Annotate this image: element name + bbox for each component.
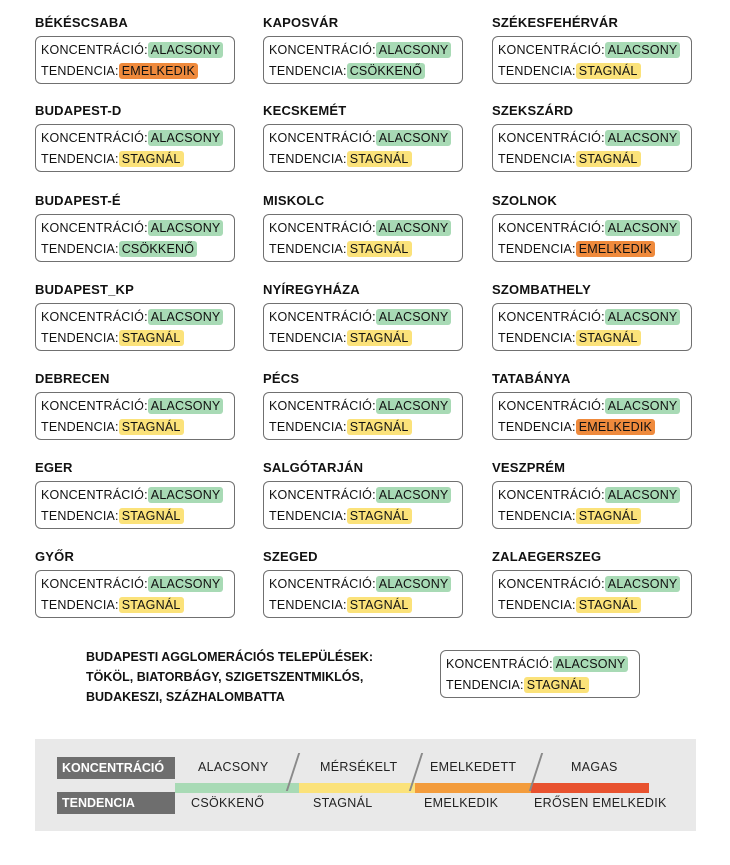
concentration-label: KONCENTRÁCIÓ: [498, 399, 605, 413]
trend-value: STAGNÁL [576, 508, 641, 524]
trend-row [498, 239, 691, 260]
city-card [35, 282, 245, 351]
trend-label: TENDENCIA: [41, 242, 119, 256]
trend-row [498, 328, 691, 349]
concentration-label: KONCENTRÁCIÓ: [498, 221, 605, 235]
concentration-value: ALACSONY [148, 220, 224, 236]
trend-label: TENDENCIA: [269, 242, 347, 256]
concentration-row [498, 396, 691, 417]
trend-value: STAGNÁL [347, 330, 412, 346]
concentration-row [41, 396, 234, 417]
city-card [492, 460, 702, 529]
city-name: PÉCS [263, 371, 300, 386]
concentration-label: KONCENTRÁCIÓ: [269, 221, 376, 235]
trend-row [41, 328, 234, 349]
city-name: BUDAPEST-D [35, 103, 122, 118]
city-card [35, 193, 245, 262]
city-name: GYŐR [35, 549, 75, 564]
trend-value: STAGNÁL [524, 677, 589, 693]
concentration-row [446, 654, 639, 675]
concentration-label: KONCENTRÁCIÓ: [446, 657, 553, 671]
agglomeration-title [86, 647, 426, 707]
city-status-box [263, 124, 463, 172]
trend-row [269, 595, 462, 616]
city-status-box [263, 36, 463, 84]
concentration-label: KONCENTRÁCIÓ: [41, 399, 148, 413]
trend-row [269, 149, 462, 170]
legend-concentration-moderate: MÉRSÉKELT [320, 760, 398, 774]
concentration-label: KONCENTRÁCIÓ: [41, 221, 148, 235]
city-card [263, 371, 473, 440]
trend-value: STAGNÁL [576, 597, 641, 613]
city-name: SZÉKESFEHÉRVÁR [492, 15, 619, 30]
trend-row [41, 506, 234, 527]
trend-row [269, 61, 462, 82]
concentration-label: KONCENTRÁCIÓ: [498, 131, 605, 145]
legend-concentration-low: ALACSONY [198, 760, 269, 774]
concentration-row [269, 574, 462, 595]
trend-row [498, 595, 691, 616]
concentration-label: KONCENTRÁCIÓ: [269, 310, 376, 324]
city-name: KAPOSVÁR [263, 15, 339, 30]
trend-row [269, 239, 462, 260]
trend-label: TENDENCIA: [498, 598, 576, 612]
city-status-box [35, 303, 235, 351]
city-name: SZOMBATHELY [492, 282, 591, 297]
concentration-row [498, 574, 691, 595]
city-name: EGER [35, 460, 73, 475]
trend-value: STAGNÁL [576, 151, 641, 167]
trend-label: TENDENCIA: [41, 152, 119, 166]
concentration-label: KONCENTRÁCIÓ: [41, 577, 148, 591]
trend-row [498, 506, 691, 527]
city-name: BUDAPEST_KP [35, 282, 134, 297]
legend-trend-decreasing: CSÖKKENŐ [191, 796, 265, 810]
trend-label: TENDENCIA: [269, 152, 347, 166]
city-card [263, 460, 473, 529]
concentration-label: KONCENTRÁCIÓ: [498, 310, 605, 324]
concentration-row [41, 218, 234, 239]
trend-row [41, 149, 234, 170]
concentration-row [498, 307, 691, 328]
concentration-value: ALACSONY [376, 398, 452, 414]
trend-label: TENDENCIA: [269, 598, 347, 612]
concentration-row [498, 40, 691, 61]
city-card [492, 371, 702, 440]
trend-label: TENDENCIA: [498, 331, 576, 345]
city-name: SZEKSZÁRD [492, 103, 574, 118]
city-card [263, 103, 473, 172]
concentration-value: ALACSONY [376, 576, 452, 592]
trend-label: TENDENCIA: [498, 420, 576, 434]
trend-label: TENDENCIA: [41, 64, 119, 78]
city-name: NYÍREGYHÁZA [263, 282, 360, 297]
city-card [35, 103, 245, 172]
city-status-box [492, 570, 692, 618]
concentration-label: KONCENTRÁCIÓ: [269, 131, 376, 145]
concentration-label: KONCENTRÁCIÓ: [498, 577, 605, 591]
concentration-value: ALACSONY [376, 487, 452, 503]
concentration-row [41, 40, 234, 61]
trend-label: TENDENCIA: [41, 509, 119, 523]
agglomeration-title-line: BUDAKESZI, SZÁZHALOMBATTA [86, 690, 285, 704]
city-card [35, 371, 245, 440]
trend-label: TENDENCIA: [446, 678, 524, 692]
concentration-value: ALACSONY [605, 220, 681, 236]
city-status-box [263, 481, 463, 529]
trend-label: TENDENCIA: [498, 64, 576, 78]
trend-value: STAGNÁL [119, 419, 184, 435]
legend-bar-high [531, 783, 649, 793]
trend-value: STAGNÁL [347, 508, 412, 524]
city-status-box [492, 481, 692, 529]
trend-row [41, 417, 234, 438]
concentration-value: ALACSONY [605, 398, 681, 414]
city-status-box [263, 570, 463, 618]
city-card [35, 549, 245, 618]
concentration-value: ALACSONY [605, 309, 681, 325]
concentration-label: KONCENTRÁCIÓ: [498, 488, 605, 502]
trend-value: STAGNÁL [347, 419, 412, 435]
trend-value: CSÖKKENŐ [347, 63, 425, 79]
trend-value: STAGNÁL [347, 151, 412, 167]
trend-row [498, 417, 691, 438]
trend-label: TENDENCIA: [498, 509, 576, 523]
trend-row [41, 595, 234, 616]
trend-value: STAGNÁL [347, 597, 412, 613]
legend-trend-tag: TENDENCIA [57, 792, 175, 814]
city-name: VESZPRÉM [492, 460, 566, 475]
city-name: SALGÓTARJÁN [263, 460, 364, 475]
legend [35, 739, 696, 831]
legend-bar-low [175, 783, 299, 793]
concentration-row [269, 485, 462, 506]
city-card [492, 193, 702, 262]
legend-trend-stagnant: STAGNÁL [313, 796, 373, 810]
city-card [35, 460, 245, 529]
concentration-label: KONCENTRÁCIÓ: [498, 43, 605, 57]
agglomeration-title-line: BUDAPESTI AGGLOMERÁCIÓS TELEPÜLÉSEK: [86, 650, 374, 664]
trend-row [269, 506, 462, 527]
concentration-label: KONCENTRÁCIÓ: [41, 43, 148, 57]
trend-value: EMELKEDIK [576, 419, 655, 435]
trend-label: TENDENCIA: [498, 152, 576, 166]
trend-value: CSÖKKENŐ [119, 241, 197, 257]
concentration-row [41, 574, 234, 595]
city-name: DEBRECEN [35, 371, 110, 386]
city-status-box [35, 214, 235, 262]
city-status-box [492, 392, 692, 440]
concentration-row [498, 485, 691, 506]
legend-trend-rising: EMELKEDIK [424, 796, 499, 810]
trend-row [498, 61, 691, 82]
city-status-box [492, 36, 692, 84]
trend-row [41, 239, 234, 260]
concentration-label: KONCENTRÁCIÓ: [269, 43, 376, 57]
concentration-value: ALACSONY [148, 398, 224, 414]
concentration-value: ALACSONY [605, 42, 681, 58]
trend-row [446, 675, 639, 696]
concentration-row [41, 307, 234, 328]
legend-bar-elevated [415, 783, 531, 793]
city-status-box [492, 214, 692, 262]
city-status-box [263, 214, 463, 262]
city-status-box [35, 124, 235, 172]
city-status-box [263, 303, 463, 351]
city-status-box [35, 570, 235, 618]
city-card [263, 193, 473, 262]
city-name: BUDAPEST-É [35, 193, 121, 208]
trend-label: TENDENCIA: [498, 242, 576, 256]
city-card [492, 282, 702, 351]
trend-row [41, 61, 234, 82]
city-card [492, 103, 702, 172]
concentration-value: ALACSONY [376, 220, 452, 236]
trend-value: STAGNÁL [576, 330, 641, 346]
concentration-label: KONCENTRÁCIÓ: [269, 399, 376, 413]
city-status-box [35, 392, 235, 440]
trend-row [498, 149, 691, 170]
city-status-box [492, 303, 692, 351]
concentration-value: ALACSONY [605, 576, 681, 592]
city-name: MISKOLC [263, 193, 325, 208]
concentration-value: ALACSONY [148, 576, 224, 592]
concentration-label: KONCENTRÁCIÓ: [269, 577, 376, 591]
trend-value: STAGNÁL [119, 330, 184, 346]
city-status-box [35, 36, 235, 84]
concentration-row [269, 128, 462, 149]
concentration-label: KONCENTRÁCIÓ: [269, 488, 376, 502]
trend-value: EMELKEDIK [119, 63, 198, 79]
concentration-value: ALACSONY [376, 130, 452, 146]
trend-label: TENDENCIA: [269, 509, 347, 523]
trend-value: STAGNÁL [119, 597, 184, 613]
concentration-row [498, 128, 691, 149]
legend-trend-strongly-rising: ERŐSEN EMELKEDIK [534, 796, 667, 810]
legend-bar-moderate [299, 783, 415, 793]
trend-label: TENDENCIA: [41, 331, 119, 345]
city-card [35, 15, 245, 84]
legend-concentration-elevated: EMELKEDETT [430, 760, 517, 774]
concentration-value: ALACSONY [148, 487, 224, 503]
trend-value: STAGNÁL [119, 508, 184, 524]
legend-concentration-tag: KONCENTRÁCIÓ [57, 757, 175, 779]
trend-label: TENDENCIA: [41, 420, 119, 434]
city-card [263, 282, 473, 351]
trend-row [269, 417, 462, 438]
legend-concentration-high: MAGAS [571, 760, 618, 774]
city-name: SZOLNOK [492, 193, 557, 208]
trend-value: EMELKEDIK [576, 241, 655, 257]
concentration-value: ALACSONY [376, 309, 452, 325]
concentration-value: ALACSONY [605, 487, 681, 503]
concentration-row [269, 396, 462, 417]
trend-label: TENDENCIA: [269, 331, 347, 345]
city-name: TATABÁNYA [492, 371, 571, 386]
city-status-box [263, 392, 463, 440]
concentration-row [41, 485, 234, 506]
city-status-box [492, 124, 692, 172]
concentration-row [269, 307, 462, 328]
trend-value: STAGNÁL [119, 151, 184, 167]
trend-label: TENDENCIA: [269, 420, 347, 434]
concentration-value: ALACSONY [376, 42, 452, 58]
city-status-box [35, 481, 235, 529]
trend-label: TENDENCIA: [41, 598, 119, 612]
concentration-label: KONCENTRÁCIÓ: [41, 488, 148, 502]
concentration-value: ALACSONY [605, 130, 681, 146]
concentration-value: ALACSONY [148, 130, 224, 146]
concentration-value: ALACSONY [148, 42, 224, 58]
trend-row [269, 328, 462, 349]
concentration-row [269, 218, 462, 239]
agglomeration-title-line: TÖKÖL, BIATORBÁGY, SZIGETSZENTMIKLÓS, [86, 670, 364, 684]
city-card [492, 15, 702, 84]
trend-value: STAGNÁL [347, 241, 412, 257]
trend-value: STAGNÁL [576, 63, 641, 79]
city-card [263, 549, 473, 618]
trend-label: TENDENCIA: [269, 64, 347, 78]
concentration-row [269, 40, 462, 61]
city-name: KECSKEMÉT [263, 103, 347, 118]
concentration-label: KONCENTRÁCIÓ: [41, 131, 148, 145]
concentration-value: ALACSONY [553, 656, 629, 672]
concentration-label: KONCENTRÁCIÓ: [41, 310, 148, 324]
concentration-value: ALACSONY [148, 309, 224, 325]
agglomeration-status-box [440, 650, 640, 698]
concentration-row [498, 218, 691, 239]
city-name: ZALAEGERSZEG [492, 549, 602, 564]
city-card [263, 15, 473, 84]
city-name: BÉKÉSCSABA [35, 15, 129, 30]
city-name: SZEGED [263, 549, 318, 564]
city-card [492, 549, 702, 618]
concentration-row [41, 128, 234, 149]
